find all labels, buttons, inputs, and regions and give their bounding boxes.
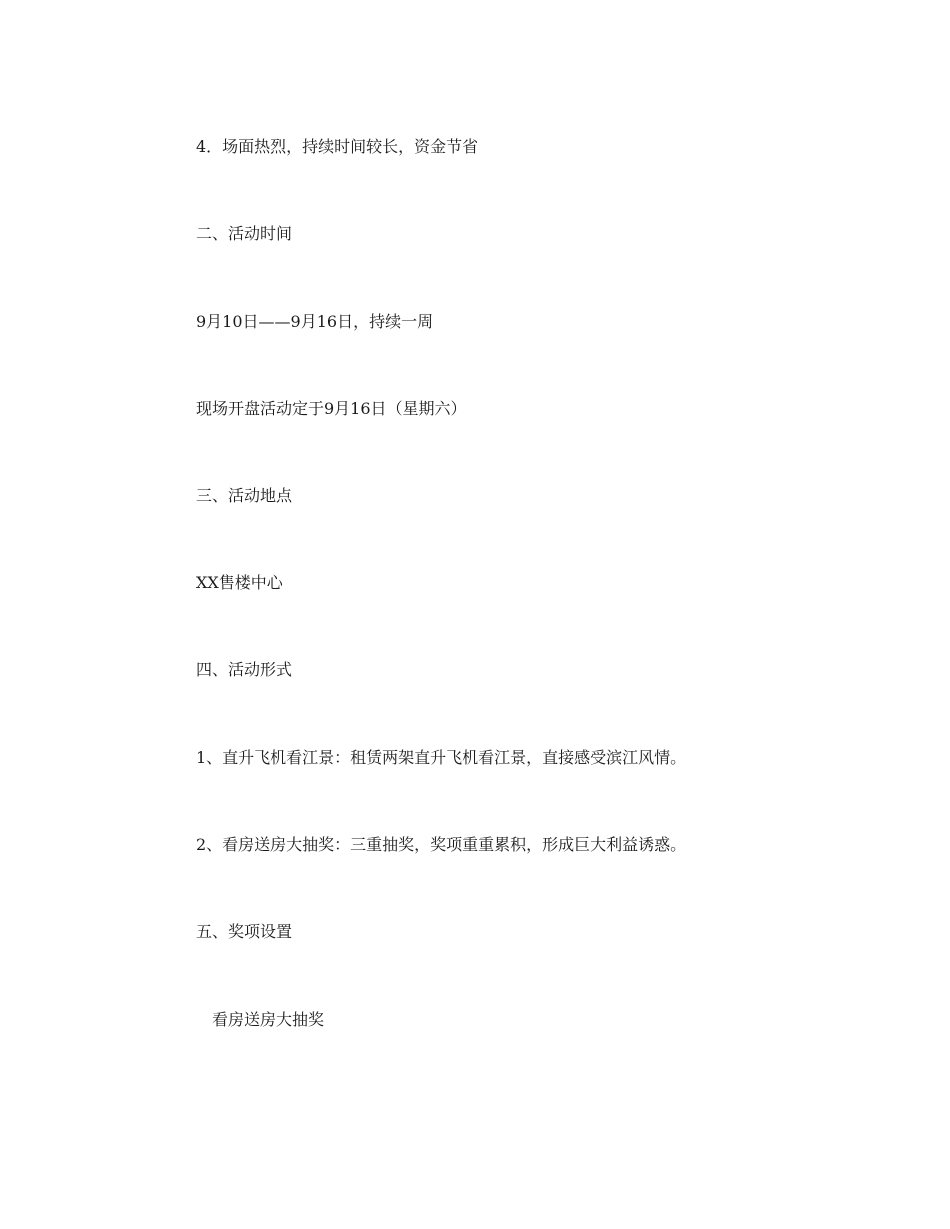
section-heading-prize-settings: 五、奖项设置	[196, 922, 293, 941]
section-heading-activity-form: 四、活动形式	[196, 660, 293, 679]
paragraph-form-2: 2、看房送房大抽奖：三重抽奖，奖项重重累积，形成巨大利益诱惑。	[196, 835, 687, 854]
paragraph-date-range: 9月10日——9月16日，持续一周	[196, 312, 434, 331]
section-heading-activity-time: 二、活动时间	[196, 224, 293, 243]
section-heading-activity-location: 三、活动地点	[196, 486, 293, 505]
paragraph-lottery-title: 看房送房大抽奖	[212, 1010, 325, 1029]
paragraph-location: XX售楼中心	[196, 573, 283, 592]
paragraph-advantage-4: 4．场面热烈，持续时间较长，资金节省	[196, 137, 479, 156]
paragraph-opening-date: 现场开盘活动定于9月16日（星期六）	[196, 399, 467, 418]
paragraph-form-1: 1、直升飞机看江景：租赁两架直升飞机看江景，直接感受滨江风情。	[196, 748, 687, 767]
